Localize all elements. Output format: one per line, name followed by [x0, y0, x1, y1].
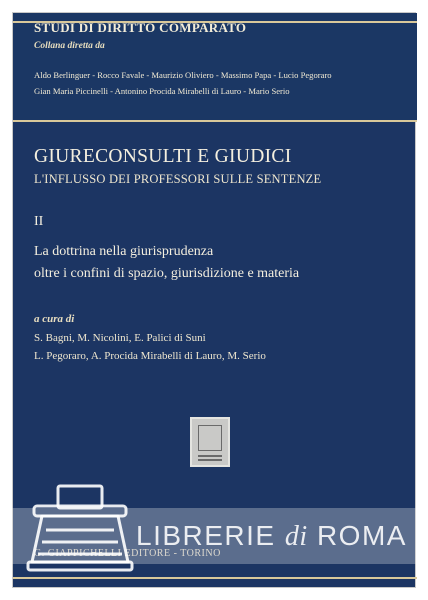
watermark-word-roma: ROMA — [316, 520, 407, 551]
volume-title-line-1: La dottrina nella giurisprudenza — [34, 244, 214, 259]
typewriter-icon — [24, 482, 136, 574]
series-editors-line-2: Gian Maria Piccinelli - Antonino Procida Mirabelli di Lauro - Mario Serio — [34, 86, 290, 96]
publisher-logo — [190, 417, 230, 467]
header-rule — [13, 120, 417, 122]
publisher-name: G. GIAPPICHELLI EDITORE - TORINO — [34, 548, 221, 559]
book-title: GIURECONSULTI E GIUDICI — [34, 146, 292, 167]
watermark-text — [136, 520, 407, 553]
curators-line-1: S. Bagni, M. Nicolini, E. Palici di Suni — [34, 332, 206, 344]
watermark-word-librerie: LIBRERIE — [136, 520, 276, 551]
book-subtitle: L'INFLUSSO DEI PROFESSORI SULLE SENTENZE — [34, 172, 322, 186]
series-direction-label: Collana diretta da — [34, 41, 105, 51]
watermark-word-di: di — [284, 521, 308, 552]
curators-line-2: L. Pegoraro, A. Procida Mirabelli di Lauro, M. Serio — [34, 350, 266, 362]
volume-title-line-2: oltre i confini di spazio, giurisdizione e materia — [34, 266, 300, 281]
volume-number: II — [34, 214, 44, 229]
series-editors-line-1: Aldo Berlinguer - Rocco Favale - Maurizio Oliviero - Massimo Papa - Lucio Pegoraro — [34, 70, 332, 80]
bottom-rule — [13, 577, 417, 579]
curator-label: a cura di — [34, 313, 75, 325]
series-title: STUDI DI DIRITTO COMPARATO — [34, 20, 247, 35]
